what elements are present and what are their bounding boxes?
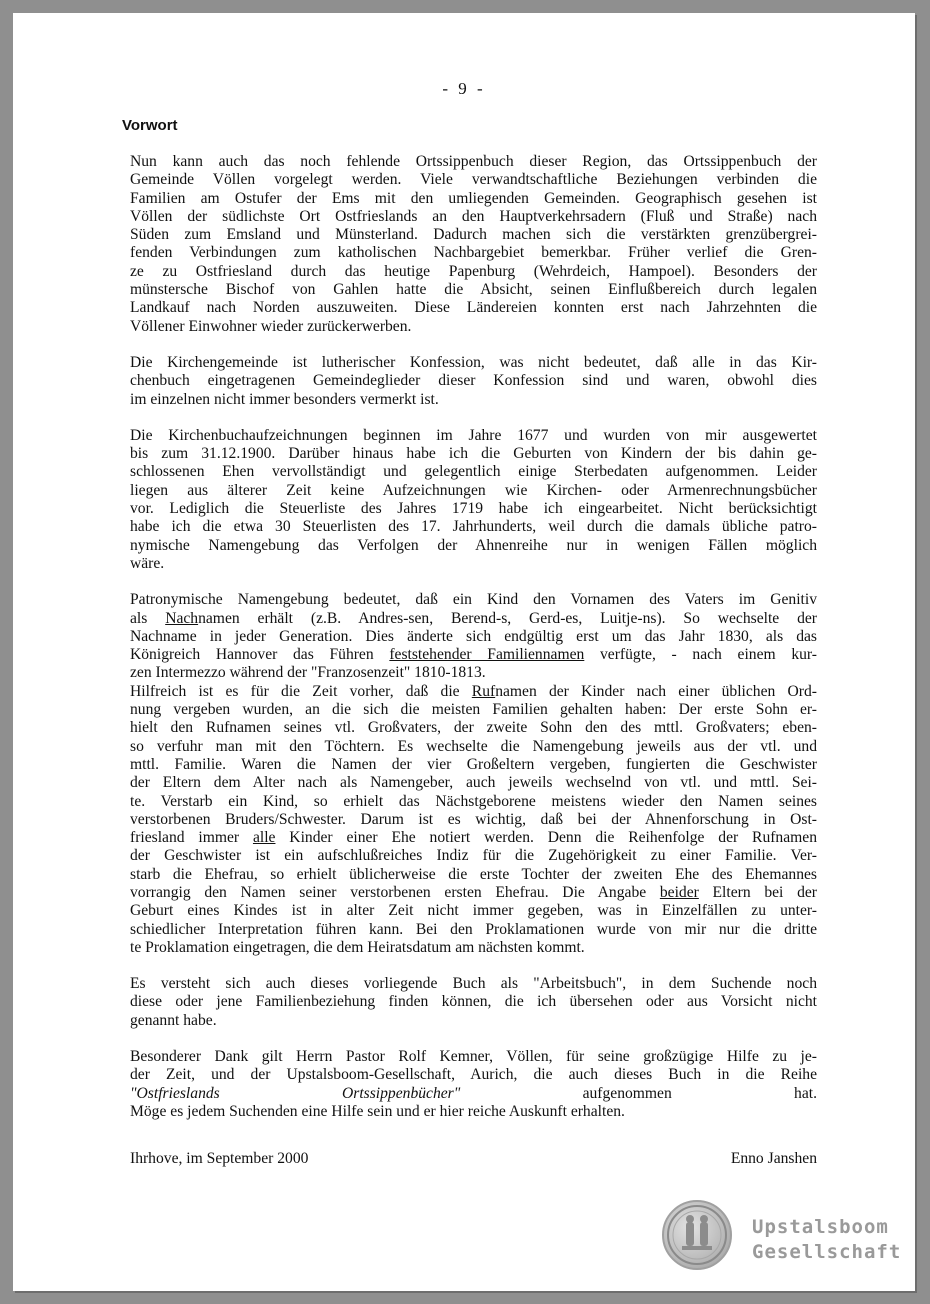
- text-line: als Nachnamen erhält (z.B. Andres-sen, Berend-s, Gerd-es, Luitje-ns). So wechselte der: [130, 609, 817, 627]
- author-name: Enno Janshen: [730, 1150, 817, 1167]
- text-line: zen Intermezzo während der "Franzosenzeit" 1810-1813.: [130, 664, 486, 682]
- text-line: Besonderer Dank gilt Herrn Pastor Rolf Kemner, Völlen, für seine großzügige Hilfe zu je-: [130, 1048, 817, 1066]
- logo-line-1: Upstalsboom: [752, 1216, 889, 1238]
- text-line: Landkauf nach Norden auszuweiten. Diese Ländereien konnten erst nach Jahrzehnten die: [130, 299, 817, 317]
- text-line: im einzelnen nicht immer besonders vermerkt ist.: [130, 390, 439, 408]
- paragraph: [130, 683, 817, 957]
- seal-logo-icon: [662, 1200, 732, 1270]
- text-line: Völlener Einwohner wieder zurückerwerben.: [130, 317, 412, 335]
- document-page: [13, 13, 915, 1291]
- text-line: Völlen der südlichste Ort Ostfrieslands an den Hauptverkehrsadern (Fluß und Straße) nach: [130, 207, 817, 225]
- text-line: verstorbenen Bruders/Schwester. Darum ist es wichtig, daß bei der Ahnenforschung in Ost-: [130, 810, 817, 828]
- text-line: nung vergeben wurden, an die sich die meisten Familien gehalten haben: Der erste Sohn er-: [130, 701, 817, 719]
- text-line: Süden zum Emsland und Münsterland. Dadurch machen sich die verstärkten grenzübergrei-: [130, 226, 817, 244]
- text-line: te Proklamation eingetragen, die dem Heiratsdatum am nächsten kommt.: [130, 938, 585, 956]
- paragraph: [130, 153, 817, 336]
- place-date: Ihrhove, im September 2000: [130, 1150, 309, 1167]
- text-line: wäre.: [130, 554, 165, 572]
- text-line: mttl. Familie. Waren die Namen der vier Großeltern vergeben, fungierten die Geschwister: [130, 755, 817, 773]
- text-line: fenden Verbindungen zum katholischen Nachbargebiet bemerkbar. Früher verlief die Gren-: [130, 244, 817, 262]
- text-line: Hilfreich ist es für die Zeit vorher, daß die Rufnamen der Kinder nach einer üblichen Ord-: [130, 682, 817, 700]
- text-line: der Geschwister ist ein aufschlußreiches Indiz für die Zugehörigkeit zu einer Familie. Ver-: [130, 847, 817, 865]
- text-line: genannt habe.: [130, 1011, 217, 1029]
- text-line: Es versteht sich auch dieses vorliegende Buch als "Arbeitsbuch", in dem Suchende noch: [130, 975, 817, 993]
- text-line: chenbuch eingetragenen Gemeindeglieder dieser Konfession sind und waren, obwohl dies: [130, 372, 817, 390]
- body-text: [130, 153, 817, 1121]
- text-line: Familien am Ostufer der Ems mit den umliegenden Gemeinden. Geographisch gesehen ist: [130, 189, 817, 207]
- text-line: Die Kirchenbuchaufzeichnungen beginnen im Jahre 1677 und wurden von mir ausgewertet: [130, 426, 817, 444]
- text-line: vor. Lediglich die Steuerliste des Jahres 1719 habe ich eingearbeitet. Nicht berücksichtigt: [130, 500, 817, 518]
- paragraph: [130, 354, 817, 409]
- text-line: ze zu Ostfriesland durch das heutige Papenburg (Wehrdeich, Hampoel). Besonders der: [130, 262, 817, 280]
- text-line: Nachname in jeder Generation. Dies änderte sich endgültig erst um das Jahr 1830, als das: [130, 627, 817, 645]
- text-line: Nun kann auch das noch fehlende Ortssippenbuch dieser Region, das Ortssippenbuch der: [130, 153, 817, 170]
- text-line: "Ostfrieslands Ortssippenbücher" aufgenommen hat.: [130, 1084, 817, 1102]
- text-line: nymische Namengebung das Verfolgen der Ahnenreihe nur in wenigen Fällen möglich: [130, 536, 817, 554]
- text-line: Gemeinde Völlen vorgelegt werden. Viele verwandtschaftliche Beziehungen verbinden die: [130, 171, 817, 189]
- text-line: so verfuhr man mit den Töchtern. Es wechselte die Namengebung jeweils aus der vtl. und: [130, 737, 817, 755]
- text-line: münstersche Bischof von Gahlen hatte die Absicht, seinen Einflußbereich durch legalen: [130, 281, 817, 299]
- text-line: schiedlicher Interpretation führen kann. Bei den Proklamationen wurde von mir nur die dritte: [130, 920, 817, 938]
- paragraph: [130, 975, 817, 1030]
- text-line: hielt den Rufnamen seines vtl. Großvaters, der zweite Sohn den des mttl. Großvaters; eben-: [130, 719, 817, 737]
- paragraph: [130, 591, 817, 682]
- text-line: Königreich Hannover das Führen feststehender Familiennamen verfügte, - nach einem kur-: [130, 646, 817, 664]
- text-line: schlossenen Ehen vervollständigt und gelegentlich einige Sterbedaten aufgenommen. Leider: [130, 463, 817, 481]
- section-heading: Vorwort: [122, 117, 178, 134]
- text-line: Die Kirchengemeinde ist lutherischer Konfession, was nicht bedeutet, daß alle in das Kir-: [130, 353, 817, 371]
- text-line: habe ich die etwa 30 Steuerlisten des 17. Jahrhunderts, weil durch die damals übliche patro-: [130, 518, 817, 536]
- logo-line-2: Gesellschaft: [752, 1241, 902, 1263]
- text-line: bis zum 31.12.1900. Darüber hinaus habe ich die Geburten von Kindern der bis dahin ge-: [130, 445, 817, 463]
- text-line: te. Verstarb ein Kind, so erhielt das Nächstgeborene meistens wieder den Namen seines: [130, 792, 817, 810]
- text-line: diese oder jene Familienbeziehung finden können, die ich übersehen oder aus Vorsicht nicht: [130, 993, 817, 1011]
- paragraph: [130, 427, 817, 573]
- page-number: - 9 -: [442, 79, 486, 98]
- text-line: liegen aus älterer Zeit keine Aufzeichnungen wie Kirchen- oder Armenrechnungsbücher: [130, 481, 817, 499]
- text-line: vorrangig den Namen seiner verstorbenen ersten Ehefrau. Die Angabe beider Eltern bei der: [130, 883, 817, 901]
- text-line: der Zeit, und der Upstalsboom-Gesellschaft, Aurich, die auch dieses Buch in die Reihe: [130, 1066, 817, 1084]
- paragraph: [130, 1048, 817, 1121]
- text-line: Möge es jedem Suchenden eine Hilfe sein und er hier reiche Auskunft erhalten.: [130, 1102, 625, 1120]
- signoff: [130, 1150, 817, 1168]
- text-line: Geburt eines Kindes ist in alter Zeit nicht immer gegeben, was in Einzelfällen zu unter-: [130, 902, 817, 920]
- text-line: starb die Ehefrau, so erhielt üblicherweise die erste Tochter der zweiten Ehe des Ehemannes: [130, 865, 817, 883]
- text-line: friesland immer alle Kinder einer Ehe notiert werden. Denn die Reihenfolge der Rufnamen: [130, 829, 818, 847]
- publisher-logo: [752, 1215, 901, 1265]
- text-line: Patronymische Namengebung bedeutet, daß ein Kind den Vornamen des Vaters im Genitiv: [130, 591, 817, 609]
- text-line: der Eltern dem Alter nach als Namengeber, auch jeweils wechselnd von vtl. und mttl. Sei-: [130, 774, 817, 792]
